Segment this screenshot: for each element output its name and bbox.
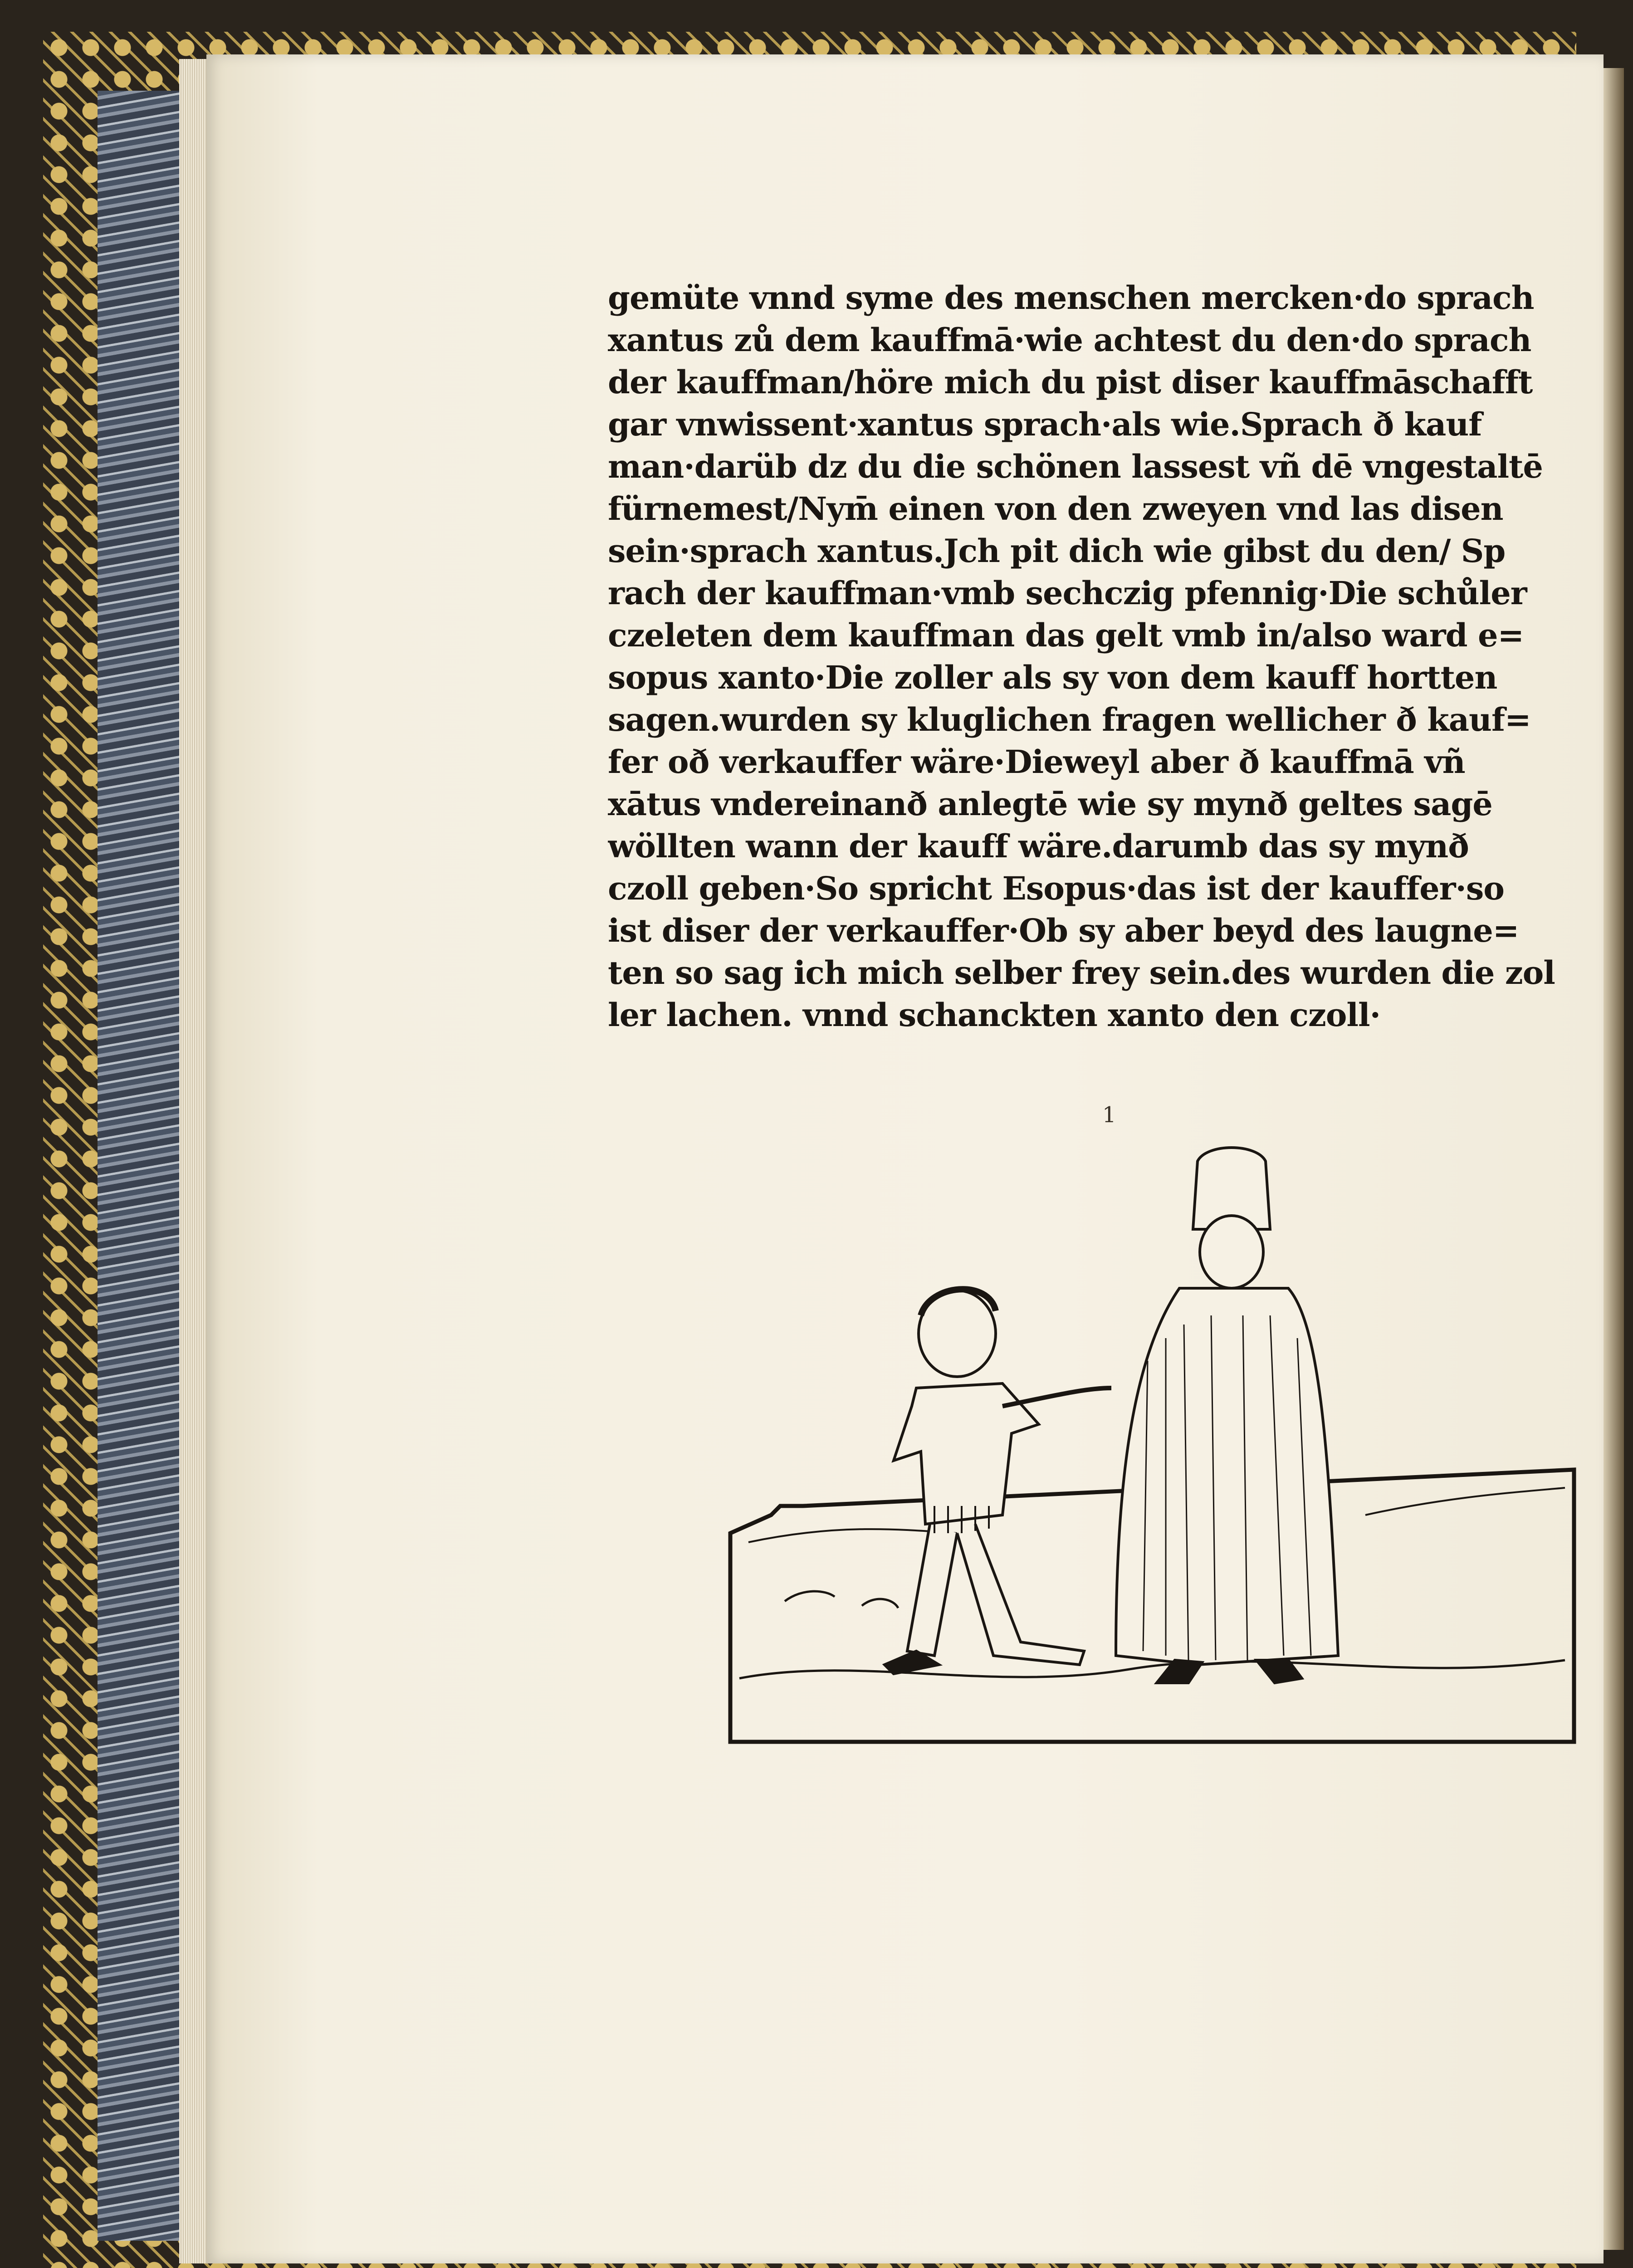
text-line: der kauffman/höre mich du pist diser kauffmāschafft	[608, 363, 1533, 401]
woodcut-illustration	[721, 1134, 1583, 1755]
text-line: ler lachen. vnnd schanckten xanto den czoll·	[608, 996, 1380, 1034]
text-line: xātus vndereinanð anlegtē wie sy mynð geltes sagē	[608, 785, 1492, 823]
text-line: gar vnwissent·xantus sprach·als wie.Sprach ð kauf	[608, 406, 1482, 443]
text-line: fer oð verkauffer wäre·Dieweyl aber ð kauffmā vñ	[608, 743, 1465, 781]
page-edges	[179, 59, 206, 2263]
ground-lines	[739, 1660, 1565, 1678]
text-line: sopus xanto·Die zoller als sy von dem kauff hortten	[608, 659, 1497, 696]
text-line: czeleten dem kauffman das gelt vmb in/also ward e=	[608, 616, 1524, 654]
text-line: ten so sag ich mich selber frey sein.des wurden die zol	[608, 954, 1555, 992]
text-line: wöllten wann der kauff wäre.darumb das sy mynð	[608, 827, 1469, 865]
printed-text-block	[608, 277, 1560, 1036]
text-line: sein·sprach xantus.Jch pit dich wie gibst du den/ Sp	[608, 532, 1506, 570]
folio-mark: 1	[1102, 1102, 1116, 1128]
text-line: ist diser der verkauffer·Ob sy aber beyd des laugne=	[608, 912, 1519, 949]
facing-page-edge	[1604, 68, 1624, 2250]
text-line: rach der kauffman·vmb sechczig pfennig·Die schůler	[608, 574, 1527, 612]
text-line: gemüte vnnd syme des menschen mercken·do sprach	[608, 279, 1534, 317]
marbled-endpaper	[98, 91, 179, 2241]
figure-aesop	[885, 1289, 1111, 1674]
text-line: sagen.wurden sy kluglichen fragen wellicher ð kauf=	[608, 701, 1531, 738]
figure-xanthus	[1116, 1148, 1338, 1683]
text-line: xantus zů dem kauffmā·wie achtest du den·do sprach	[608, 321, 1531, 359]
text-line: czoll geben·So spricht Esopus·das ist der kauffer·so	[608, 870, 1504, 907]
text-line: fürnemest/Nym̄ einen von den zweyen vnd las disen	[608, 490, 1503, 528]
text-line: man·darüb dz du die schönen lassest vñ dē vngestaltē	[608, 448, 1543, 485]
